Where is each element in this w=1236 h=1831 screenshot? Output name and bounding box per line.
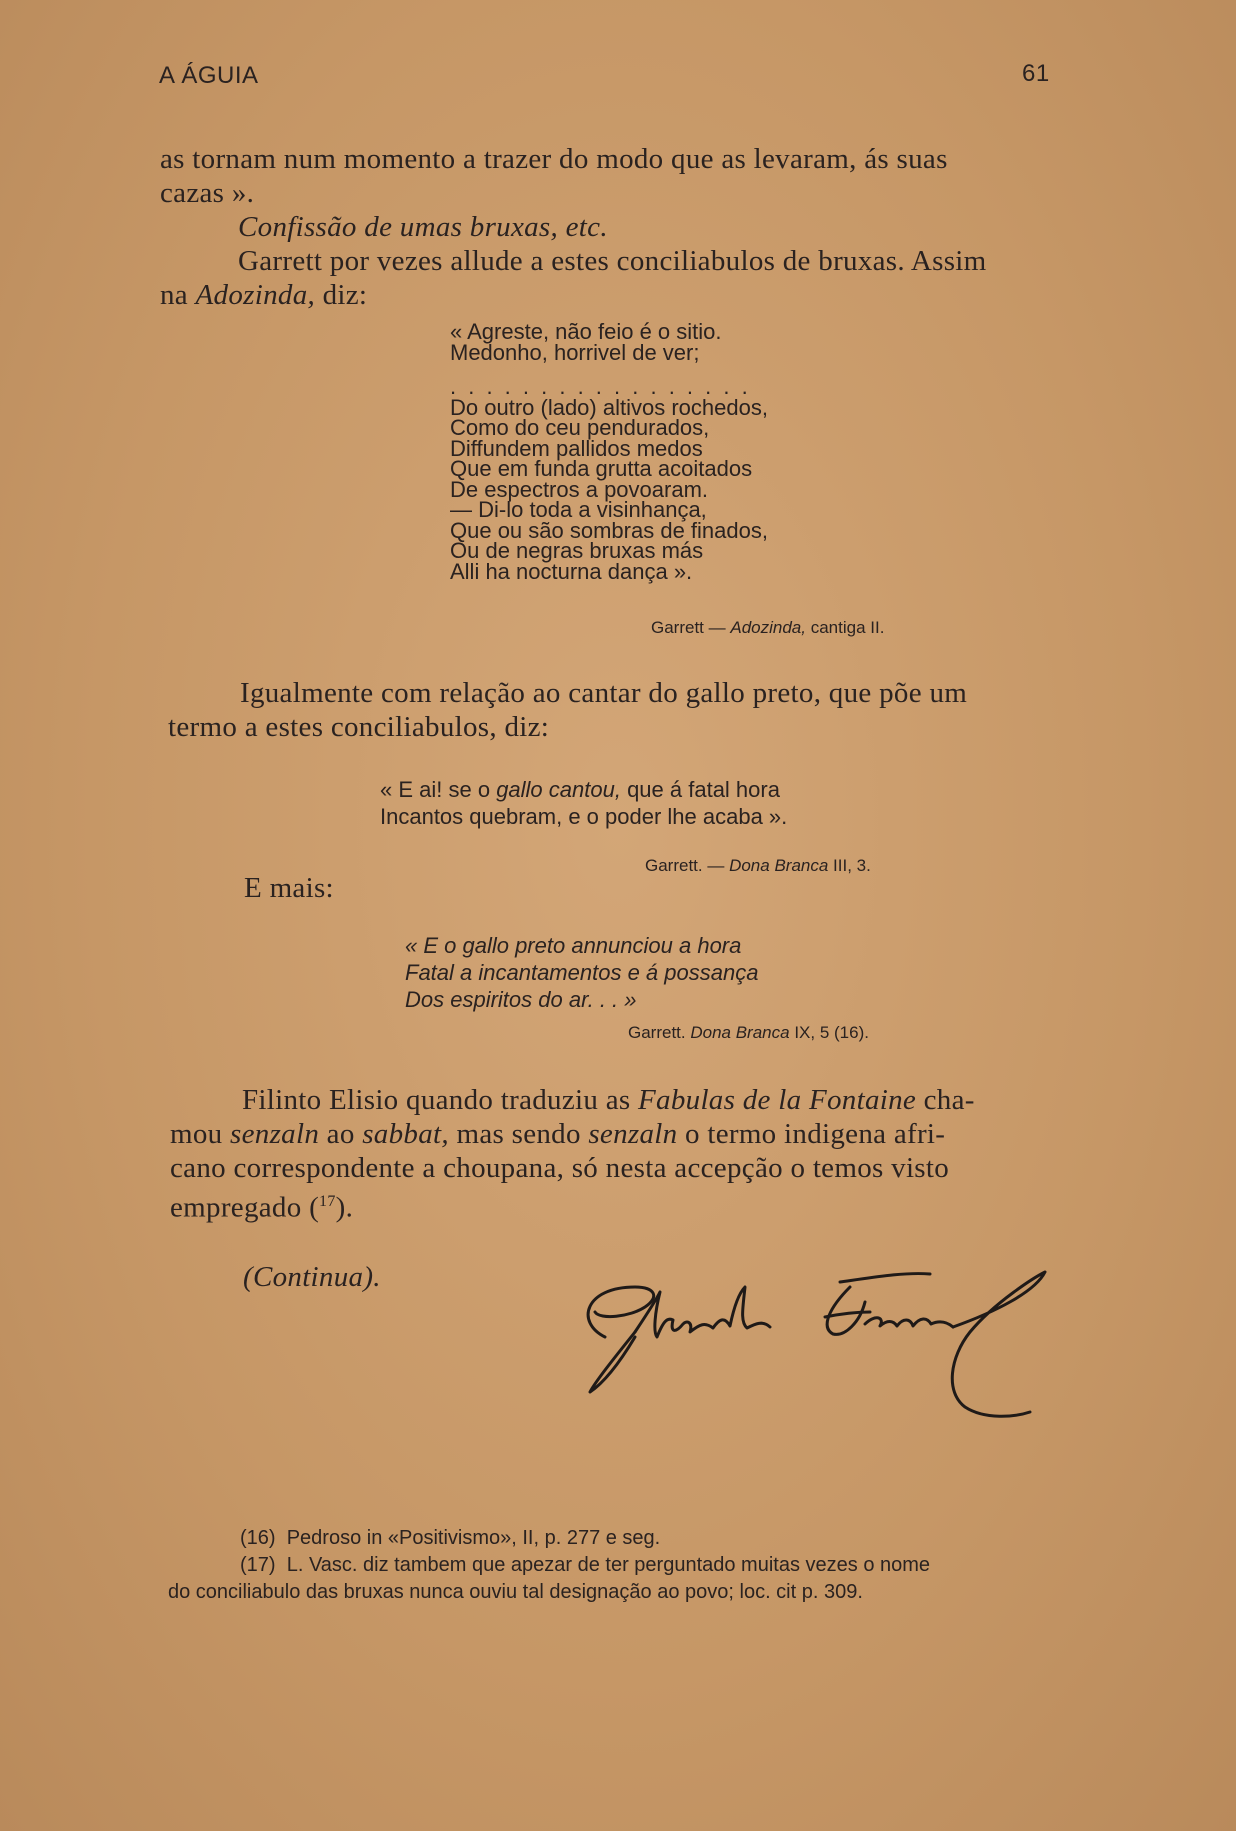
- para3-term-senzaln-2: senzaln: [588, 1118, 678, 1150]
- para3-line-2: [170, 1117, 1070, 1151]
- intro-line-5-c: diz:: [315, 279, 368, 311]
- verse2-line-2: Incantos quebram, e o poder lhe acaba ».: [380, 804, 788, 829]
- verse3-cite-c: IX, 5 (16).: [789, 1023, 869, 1042]
- e-mais-label: E mais:: [244, 872, 334, 904]
- verse2-line-1-c: que á fatal hora: [620, 777, 780, 802]
- author-signature: [575, 1262, 1055, 1432]
- verse-adozinda: [450, 319, 768, 584]
- footnote-ref-17: 17: [319, 1193, 336, 1210]
- verse1-line-12: Alli ha nocturna dança ».: [450, 558, 693, 584]
- verse1-line-6: Diffundem pallidos medos: [450, 435, 703, 461]
- footnote-17-line-1: L. Vasc. diz tambem que apezar de ter perguntado muitas vezes o nome: [286, 1554, 931, 1576]
- para3-line-3: cano correspondente a choupana, só nesta accepção o temos visto: [170, 1152, 950, 1184]
- footnotes: [168, 1525, 1068, 1606]
- para2-line-2: termo a estes conciliabulos, diz:: [168, 711, 550, 743]
- para3-line-2-e: mas sendo: [448, 1118, 589, 1150]
- footnote-16-mark: (16): [240, 1527, 276, 1549]
- para3-work-title: Fabulas de la Fontaine: [638, 1084, 917, 1116]
- para3-line-2-a: mou: [170, 1118, 231, 1150]
- verse1-line-1: « Agreste, não feio é o sitio.: [450, 319, 722, 344]
- paragraph-gallo: [168, 676, 1068, 744]
- page-number: 61: [1022, 60, 1050, 87]
- verse2-cite-work: Dona Branca: [729, 856, 829, 875]
- intro-line-3: Confissão de umas bruxas, etc.: [238, 211, 608, 243]
- footnote-17: [168, 1552, 1068, 1579]
- intro-line-5: [160, 278, 1060, 312]
- verse3-line-3: Dos espiritos do ar. . . »: [405, 987, 637, 1012]
- intro-line-1: as tornam num momento a trazer do modo que as levaram, ás suas: [160, 143, 948, 175]
- verse3-cite-a: Garrett.: [628, 1023, 691, 1042]
- verse2-line-1-a: « E ai! se o: [380, 777, 497, 802]
- verse3-line-2: Fatal a incantamentos e á possança: [405, 960, 759, 985]
- intro-line-5-a: na: [160, 279, 196, 311]
- para2-line-1: Igualmente com relação ao cantar do gallo preto, que põe um: [240, 677, 968, 709]
- verse1-line-10: Que ou são sombras de finados,: [450, 517, 768, 543]
- verse2-line-1: [380, 776, 787, 803]
- para3-line-1-c: cha-: [916, 1084, 975, 1116]
- verse1-citation: [651, 618, 884, 638]
- verse1-line-2: Medonho, horrivel de ver;: [450, 339, 700, 365]
- verse1-line-4: Do outro (lado) altivos rochedos,: [450, 394, 768, 420]
- verse1-cite-work: Adozinda,: [730, 618, 806, 637]
- intro-line-4: Garrett por vezes allude a estes conciliabulos de bruxas. Assim: [238, 245, 987, 277]
- para3-line-1: [170, 1083, 1070, 1117]
- verse-dona-branca-2: [405, 932, 758, 1013]
- para3-line-2-g: o termo indigena afri-: [677, 1118, 946, 1150]
- intro-work-title: Adozinda,: [195, 279, 316, 311]
- verse1-line-7: Que em funda grutta acoitados: [450, 456, 753, 481]
- verse1-line-3: . . . . . . . . . . . . . . . . .: [450, 374, 751, 399]
- footnote-16-text: Pedroso in «Positivismo», II, p. 277 e seg.: [286, 1527, 661, 1549]
- para3-line-2-c: ao: [319, 1118, 363, 1150]
- footnote-16: [168, 1525, 1068, 1552]
- para3-line-4-a: empregado (: [170, 1191, 320, 1224]
- verse3-citation: [628, 1023, 869, 1043]
- verse3-cite-work: Dona Branca: [690, 1023, 790, 1042]
- verse1-cite-c: cantiga II.: [805, 618, 885, 637]
- running-head-journal: A ÁGUIA: [159, 62, 259, 89]
- verse1-line-5: Como do ceu pendurados,: [450, 415, 710, 440]
- verse1-line-8: De espectros a povoaram.: [450, 476, 709, 502]
- para3-line-1-a: Filinto Elisio quando traduziu as: [242, 1084, 639, 1116]
- verse2-line-1-b: gallo cantou,: [496, 777, 621, 802]
- verse-dona-branca-1: [380, 776, 787, 830]
- para3-line-4-c: ).: [335, 1191, 354, 1224]
- verse3-line-1: « E o gallo preto annunciou a hora: [405, 933, 742, 958]
- para3-line-4: [170, 1185, 1070, 1225]
- verse2-cite-a: Garrett. —: [645, 856, 730, 875]
- intro-paragraph: [160, 142, 1060, 312]
- footnote-17-line-2: do conciliabulo das bruxas nunca ouviu tal designação ao povo; loc. cit p. 309.: [168, 1581, 863, 1603]
- verse1-line-9: — Di-lo toda a visinhança,: [450, 497, 707, 522]
- verse1-cite-a: Garrett —: [651, 618, 731, 637]
- verse2-citation: [645, 856, 871, 876]
- footnote-17-mark: (17): [240, 1554, 276, 1576]
- continua-label: (Continua).: [243, 1261, 381, 1293]
- para3-term-senzaln-1: senzaln: [230, 1118, 320, 1150]
- intro-line-2: cazas ».: [160, 177, 255, 209]
- paragraph-filinto: [170, 1083, 1070, 1225]
- verse2-cite-c: III, 3.: [828, 856, 871, 875]
- para3-term-sabbat: sabbat,: [362, 1118, 449, 1150]
- verse1-line-11: Ou de negras bruxas más: [450, 538, 704, 563]
